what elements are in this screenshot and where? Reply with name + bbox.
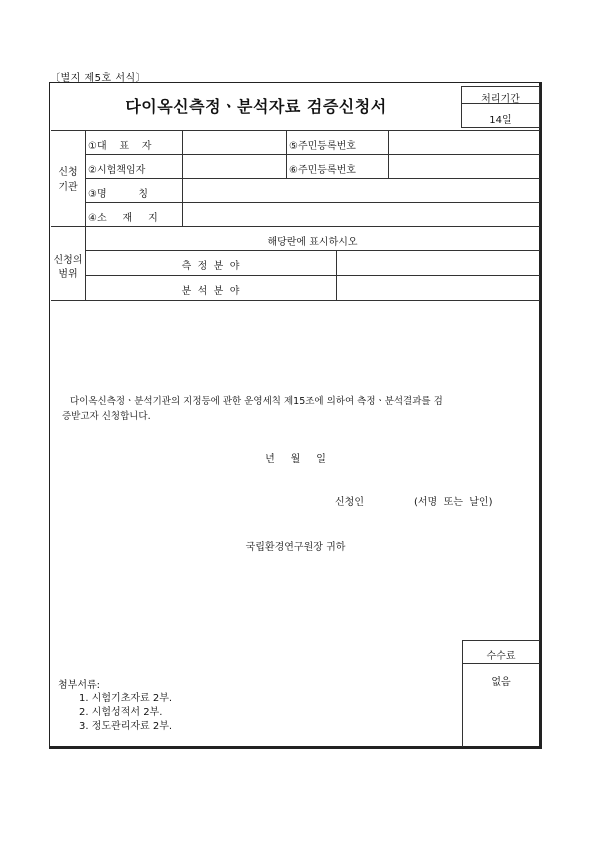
applicant-org-label-1: 신청 <box>58 167 78 178</box>
address-label: ④소 재 지 <box>88 213 158 224</box>
org-name-label: ③명 칭 <box>88 189 149 200</box>
scope-label-2: 범위 <box>58 269 78 280</box>
org-row-line-1 <box>85 154 540 155</box>
org-right-line <box>388 130 389 178</box>
measurement-mark-field[interactable] <box>340 256 536 271</box>
fee-value: 없음 <box>491 677 511 688</box>
test-manager-label: ②시험책임자 <box>88 165 146 176</box>
resident-number-6-field[interactable] <box>392 161 536 175</box>
org-name-field[interactable] <box>186 185 536 199</box>
org-row-line-2 <box>85 178 540 179</box>
resident-number-5-label: ⑤주민등록번호 <box>289 141 356 152</box>
representative-field[interactable] <box>186 137 282 151</box>
resident-number-6-label: ⑥주민등록번호 <box>289 165 356 176</box>
form-number-label: 〔별지 제5호 서식〕 <box>50 73 147 84</box>
org-value-line <box>182 130 183 226</box>
date-line: 년 월 일 <box>265 454 326 465</box>
signature-field[interactable]: (서명 또는 날인) <box>414 497 493 508</box>
attachments-heading: 첨부서류: <box>58 680 101 691</box>
scope-instruction: 해당란에 표시하시오 <box>267 237 358 248</box>
applicant-label: 신청인 <box>335 497 364 508</box>
org-row-line-3 <box>85 202 540 203</box>
measurement-field-label: 측 정 분 야 <box>181 261 240 272</box>
grid-bottom-line <box>51 300 540 301</box>
scope-mark-column-line <box>336 250 337 300</box>
test-manager-field[interactable] <box>186 161 282 175</box>
statement-line-1: 다이옥신측정ㆍ분석기관의 지정등에 관한 운영세칙 제15조에 의하여 측정ㆍ분석결과를 검 <box>70 396 443 407</box>
representative-label: ①대 표 자 <box>88 141 152 152</box>
statement-line-2: 증받고자 신청합니다. <box>62 411 151 422</box>
addressee: 국립환경연구원장 귀하 <box>245 542 346 553</box>
fee-label: 수수료 <box>486 651 516 662</box>
attachment-item: 3. 정도관리자료 2부. <box>79 721 173 732</box>
attachment-item: 2. 시험성적서 2부. <box>79 707 163 718</box>
scope-label-1: 신청의 <box>53 255 83 266</box>
address-field[interactable] <box>186 209 536 223</box>
scope-row-line-1 <box>85 250 540 251</box>
attachment-item: 1. 시험기초자료 2부. <box>79 693 173 704</box>
processing-period-label: 처리기간 <box>481 94 520 105</box>
fee-top-line <box>462 640 540 641</box>
scope-row-line-2 <box>85 275 540 276</box>
scope-top-line <box>51 226 540 227</box>
analysis-field-label: 분 석 분 야 <box>181 286 240 297</box>
processing-period-value: 14일 <box>489 115 512 126</box>
grid-top-line <box>51 130 540 131</box>
resident-number-5-field[interactable] <box>392 137 536 151</box>
org-mid-line <box>286 130 287 178</box>
fee-mid-line <box>462 663 540 664</box>
applicant-org-label-2: 기관 <box>58 182 78 193</box>
analysis-mark-field[interactable] <box>340 281 536 296</box>
form-title: 다이옥신측정ㆍ분석자료 검증신청서 <box>125 97 387 116</box>
